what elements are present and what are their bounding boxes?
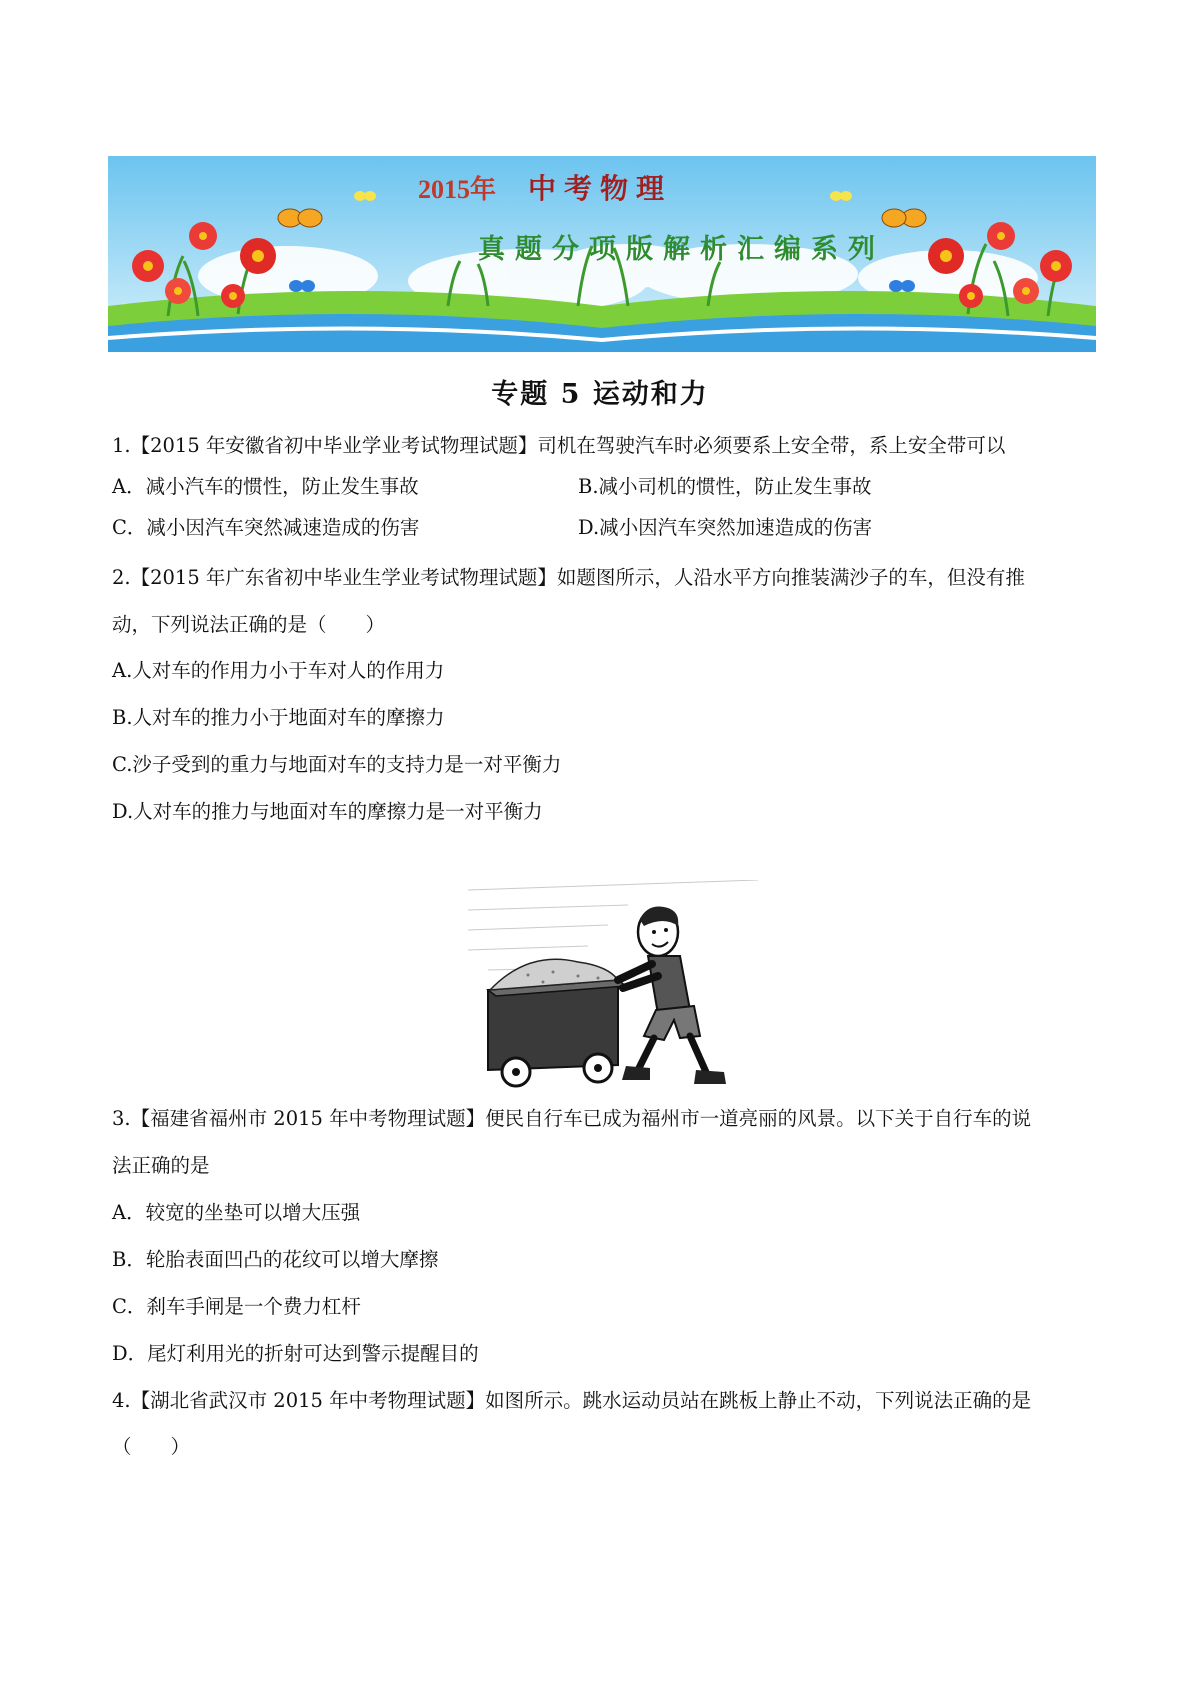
banner-title: 中考物理 [528, 172, 673, 205]
figure-boy-pushing-cart [468, 880, 758, 1095]
question-3-stem: 3.【福建省福州市 2015 年中考物理试题】便民自行车已成为福州市一道亮丽的风景。以下关于自行车的说 [112, 1107, 1032, 1130]
question-3-option-b: B．轮胎表面凹凸的花纹可以增大摩擦 [112, 1248, 439, 1271]
question-2-option-b: B.人对车的推力小于地面对车的摩擦力 [112, 706, 445, 729]
question-3-option-a: A．较宽的坐垫可以增大压强 [112, 1201, 361, 1224]
question-1-stem: 1.【2015 年安徽省初中毕业学业考试物理试题】司机在驾驶汽车时必须要系上安全带，系上安全带可以 [112, 434, 1006, 457]
banner-illustration [108, 156, 1096, 352]
page-title: 专题 5 运动和力 [491, 379, 709, 410]
question-2-option-c: C.沙子受到的重力与地面对车的支持力是一对平衡力 [112, 753, 562, 776]
question-3-option-c: C．刹车手闸是一个费力杠杆 [112, 1295, 361, 1318]
banner-title-year: 2015年 [418, 175, 497, 204]
question-2-stem: 2.【2015 年广东省初中毕业生学业考试物理试题】如题图所示，人沿水平方向推装满沙子的车，但没有推 [112, 566, 1025, 589]
question-1-option-b: B.减小司机的惯性，防止发生事故 [578, 475, 872, 498]
cart-illustration [468, 880, 758, 1095]
header-banner [108, 156, 1096, 352]
question-2-option-a: A.人对车的作用力小于车对人的作用力 [112, 659, 445, 682]
question-1-option-d: D.减小因汽车突然加速造成的伤害 [578, 516, 873, 539]
question-2-option-d: D.人对车的推力与地面对车的摩擦力是一对平衡力 [112, 800, 543, 823]
question-2-stem-cont: 动，下列说法正确的是（ ） [112, 613, 386, 636]
question-4-stem: 4.【湖北省武汉市 2015 年中考物理试题】如图所示。跳水运动员站在跳板上静止不动，下列说法正确的是 [112, 1389, 1032, 1412]
question-4-stem-cont: （ ） [112, 1435, 191, 1458]
banner-subtitle: 真题分项版解析汇编系列 [478, 234, 885, 265]
question-3-option-d: D．尾灯利用光的折射可达到警示提醒目的 [112, 1342, 479, 1365]
question-3-stem-cont: 法正确的是 [112, 1154, 210, 1177]
question-1-option-a: A．减小汽车的惯性，防止发生事故 [112, 475, 419, 498]
question-1-option-c: C．减小因汽车突然减速造成的伤害 [112, 516, 420, 539]
